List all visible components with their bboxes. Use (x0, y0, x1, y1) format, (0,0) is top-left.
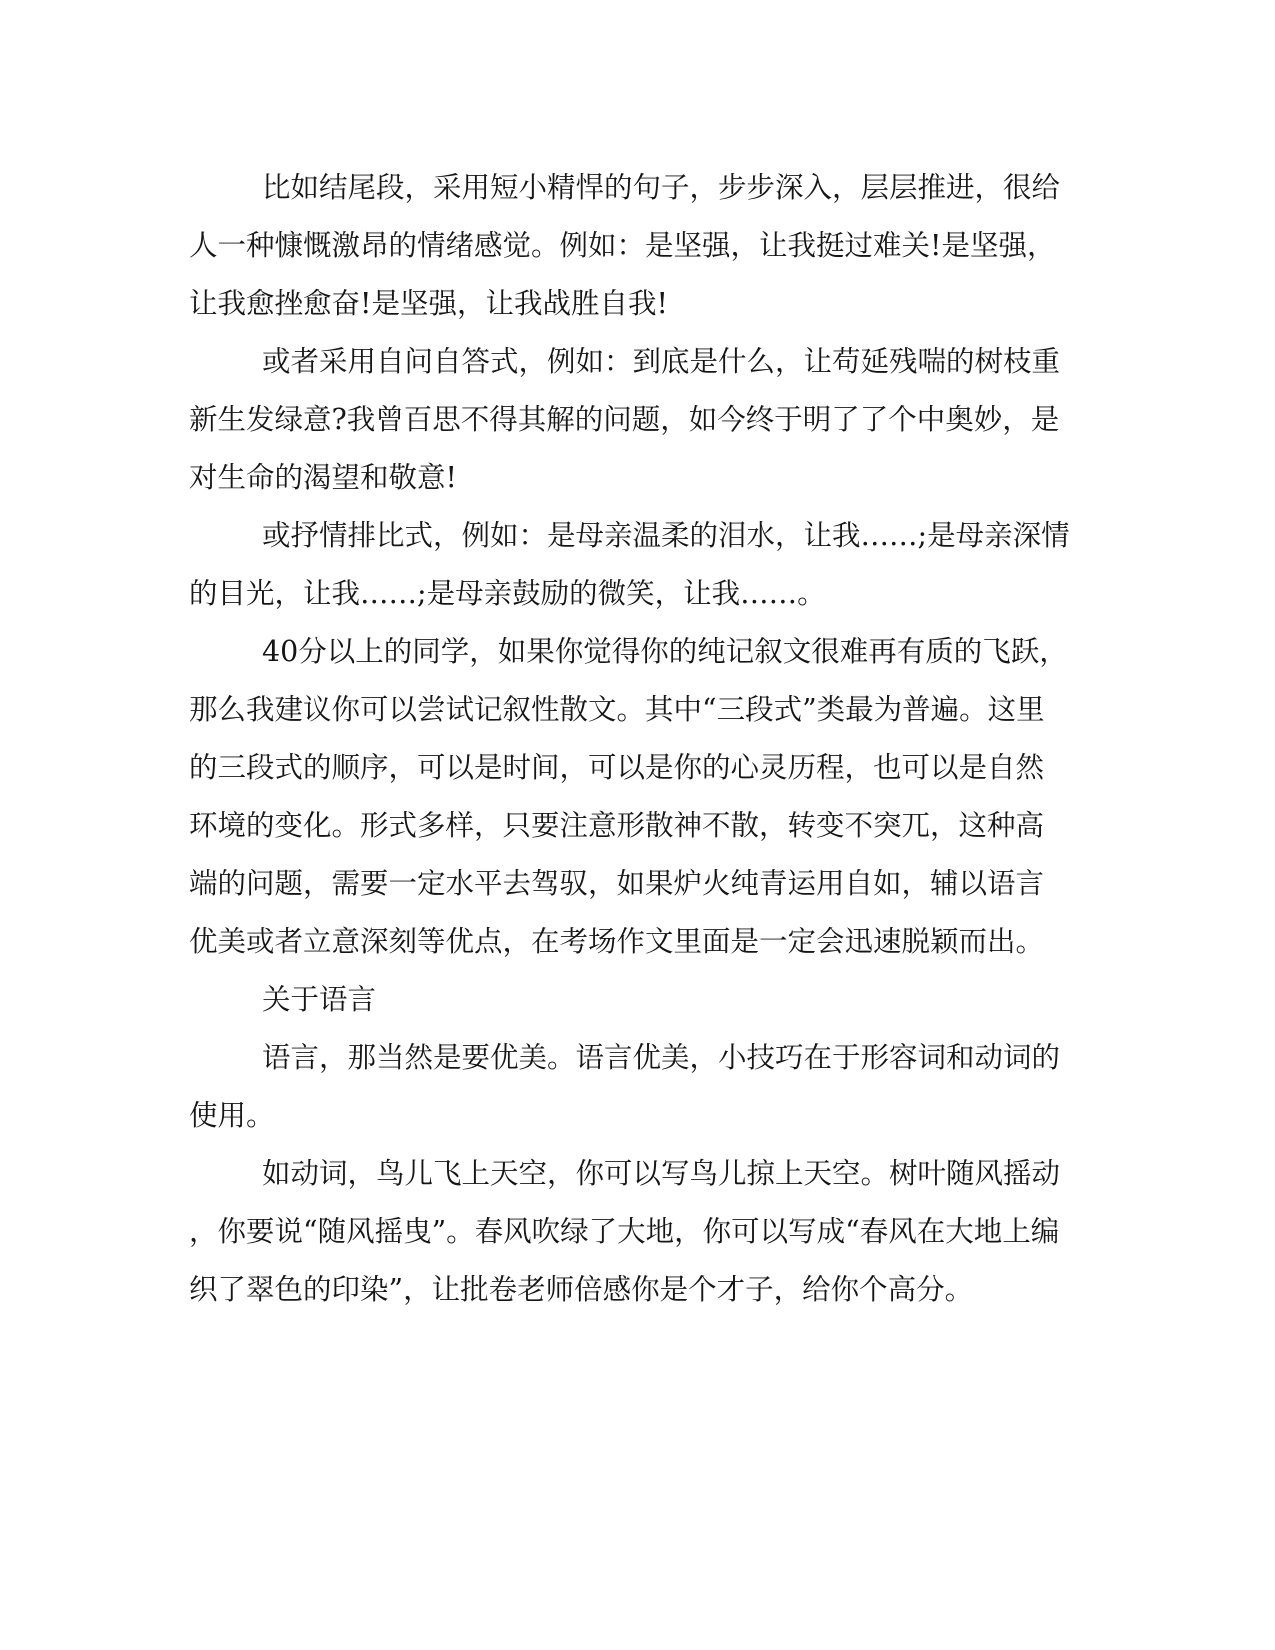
paragraph-line: ，你要说“随风摇曳”。春风吹绿了大地，你可以写成“春风在大地上编 (189, 1215, 1060, 1248)
paragraph-line: 比如结尾段，采用短小精悍的句子，步步深入，层层推进，很给 (262, 171, 1061, 204)
paragraph-line: 的三段式的顺序，可以是时间，可以是你的心灵历程，也可以是自然 (189, 751, 1045, 784)
paragraph-line: 语言，那当然是要优美。语言优美，小技巧在于形容词和动词的 (262, 1041, 1061, 1074)
paragraph-line: 那么我建议你可以尝试记叙性散文。其中“三段式”类最为普遍。这里 (189, 693, 1045, 726)
section-heading: 关于语言 (262, 983, 377, 1016)
paragraph-line: 优美或者立意深刻等优点，在考场作文里面是一定会迅速脱颖而出。 (189, 925, 1045, 958)
paragraph-line: 端的问题，需要一定水平去驾驭，如果炉火纯青运用自如，辅以语言 (189, 867, 1045, 900)
paragraph-line: 环境的变化。形式多样，只要注意形散神不散，转变不突兀，这种高 (189, 809, 1045, 842)
paragraph-line: 对生命的渴望和敬意! (189, 461, 457, 494)
paragraph-line: 使用。 (189, 1099, 275, 1132)
paragraph-line: 如动词，鸟儿飞上天空，你可以写鸟儿掠上天空。树叶随风摇动 (262, 1157, 1061, 1190)
paragraph-line: 或抒情排比式，例如：是母亲温柔的泪水，让我……;是母亲深情 (262, 519, 1070, 552)
paragraph-line: 织了翠色的印染”，让批卷老师倍感你是个才子，给你个高分。 (189, 1273, 974, 1306)
paragraph-line: 的目光，让我……;是母亲鼓励的微笑，让我……。 (189, 577, 826, 610)
paragraph-line: 40分以上的同学，如果你觉得你的纯记叙文很难再有质的飞跃， (262, 635, 1068, 668)
paragraph-line: 新生发绿意?我曾百思不得其解的问题，如今终于明了了个中奥妙，是 (189, 403, 1060, 436)
paragraph-line: 让我愈挫愈奋!是坚强，让我战胜自我! (189, 287, 668, 320)
paragraph-line: 或者采用自问自答式，例如：到底是什么，让苟延残喘的树枝重 (262, 345, 1061, 378)
paragraph-line: 人一种慷慨激昂的情绪感觉。例如：是坚强，让我挺过难关!是坚强， (189, 229, 1056, 262)
